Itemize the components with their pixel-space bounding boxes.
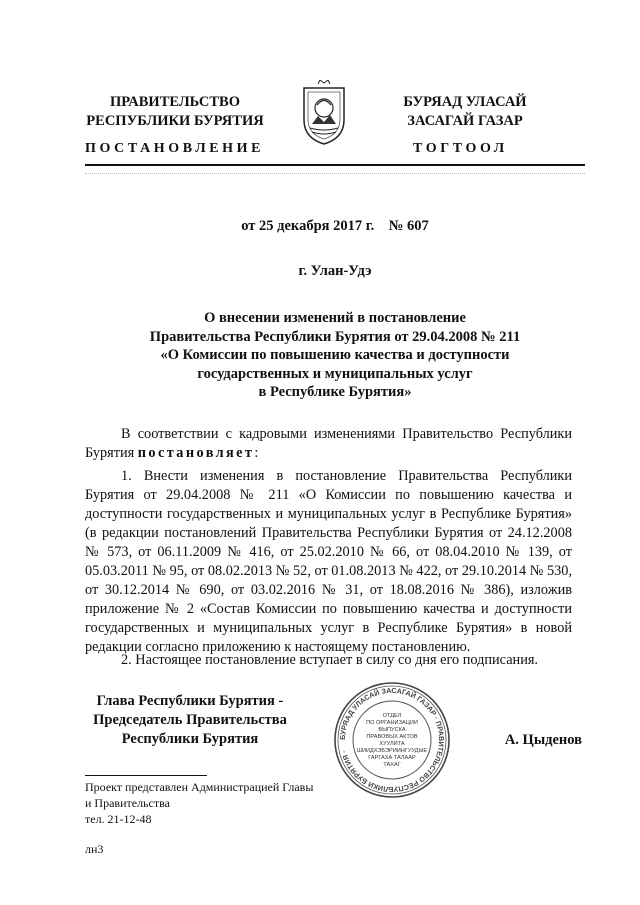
doc-title-line: государственных и муниципальных услуг xyxy=(197,365,473,382)
preamble-colon: : xyxy=(254,445,259,461)
preamble-text: В соответствии с кадровыми изменениями Правительство Республики Бурятия xyxy=(85,426,572,461)
doc-title-line: «О Комиссии по повышению качества и доступности xyxy=(160,347,510,363)
stamp-ring-text: БУРЯАД УЛАСАЙ ЗАСАГАЙ ГАЗАР · ПРАВИТЕЛЬСТВО РЕСПУБЛИКИ БУРЯТИЯ · xyxy=(337,685,447,795)
city: г. Улан-Удэ xyxy=(298,263,372,279)
stamp-inner-line: ВЫПУСКА xyxy=(378,727,406,733)
footer-note xyxy=(85,779,345,857)
paragraph-item-1: 1. Внести изменения в постановление Правительства Республики Бурятия от 29.04.2008 № 211 «О Комиссии по повышению качества и доступности государственных и муниципальных услуг в Республике Бурятия» (в редакции постановлений Правительства Республики Бурятия от 24.12.2008 № 573, от 06.11.2009 № 416, от 25.02.2010 № 66, от 08.04.2010 № 139, от 05.03.2011 № 95, от 08.02.2013 № 52, от 01.08.2013 № 422, от 29.10.2014 № 530, от 30.12.2014 № 690, от 03.02.2016 № 31, от 18.08.2016 № 386), изложив приложение № 2 «Состав Комиссии по повышению качества и доступности государственных и муниципальных услуг в Республике Бурятия» в новой редакции согласно приложению к настоящему постановлению. xyxy=(85,468,572,655)
signatory-title-line1: Глава Республики Бурятия - xyxy=(96,693,284,709)
footer-line1: Проект представлен Администрацией Главы xyxy=(85,780,314,794)
footer-rule xyxy=(85,775,207,776)
header-right xyxy=(360,93,570,131)
emblem-icon xyxy=(300,80,348,146)
doc-title-line: О внесении изменений в постановление xyxy=(204,310,466,326)
stamp-inner-line: ХУУЛИТА xyxy=(379,741,405,747)
stamp-inner-line: ШИИДХЭБЭРИИНГУУДЫЕ xyxy=(356,748,428,754)
stamp-seal-icon xyxy=(332,680,452,800)
doc-title-line: в Республике Бурятия» xyxy=(258,384,412,400)
preamble-decree-word: постановляет xyxy=(137,445,255,461)
header-left-line2: РЕСПУБЛИКИ БУРЯТИЯ xyxy=(86,113,264,129)
coat-of-arms-emblem xyxy=(300,80,348,146)
header-right-line2: ЗАСАГАЙ ГАЗАР xyxy=(407,113,523,129)
official-stamp xyxy=(332,680,452,800)
doc-title-line: Правительства Республики Бурятия от 29.04.2008 № 211 xyxy=(149,328,521,345)
date-number: от 25 декабря 2017 г. № 607 xyxy=(241,218,429,234)
header-left xyxy=(70,93,280,131)
signatory-title-line2: Председатель Правительства xyxy=(93,712,287,728)
paragraph-item-2: 2. Настоящее постановление вступает в силу со дня его подписания. xyxy=(121,652,538,668)
signatory-name: А. Цыденов xyxy=(504,732,582,748)
doc-type-left: ПОСТАНОВЛЕНИЕ xyxy=(85,141,265,156)
stamp-inner-line: ГАРГАХА ТАЛААР xyxy=(368,755,416,761)
footer-line2: и Правительства xyxy=(85,796,170,810)
stamp-inner-line: ПО ОРГАНИЗАЦИИ xyxy=(366,720,418,726)
stamp-inner-line: ОТДЕЛ xyxy=(382,713,402,719)
signatory-title-line3: Республики Бурятия xyxy=(121,731,259,747)
preamble xyxy=(85,425,572,463)
footer-line4: лн3 xyxy=(85,842,104,856)
footer-line3: тел. 21-12-48 xyxy=(85,812,152,826)
header-rule-dotted xyxy=(85,173,585,174)
doc-type-right: ТОГТООЛ xyxy=(413,141,508,156)
header-right-line1: БУРЯАД УЛАСАЙ xyxy=(403,94,527,110)
stamp-inner-line: ТАХАГ xyxy=(383,762,401,768)
header-rule-thick xyxy=(85,164,585,166)
header-left-line1: ПРАВИТЕЛЬСТВО xyxy=(110,94,240,110)
stamp-inner-line: ПРАВОВЫХ АКТОВ xyxy=(366,734,418,740)
doc-title xyxy=(85,309,585,402)
signatory-title xyxy=(85,692,295,749)
